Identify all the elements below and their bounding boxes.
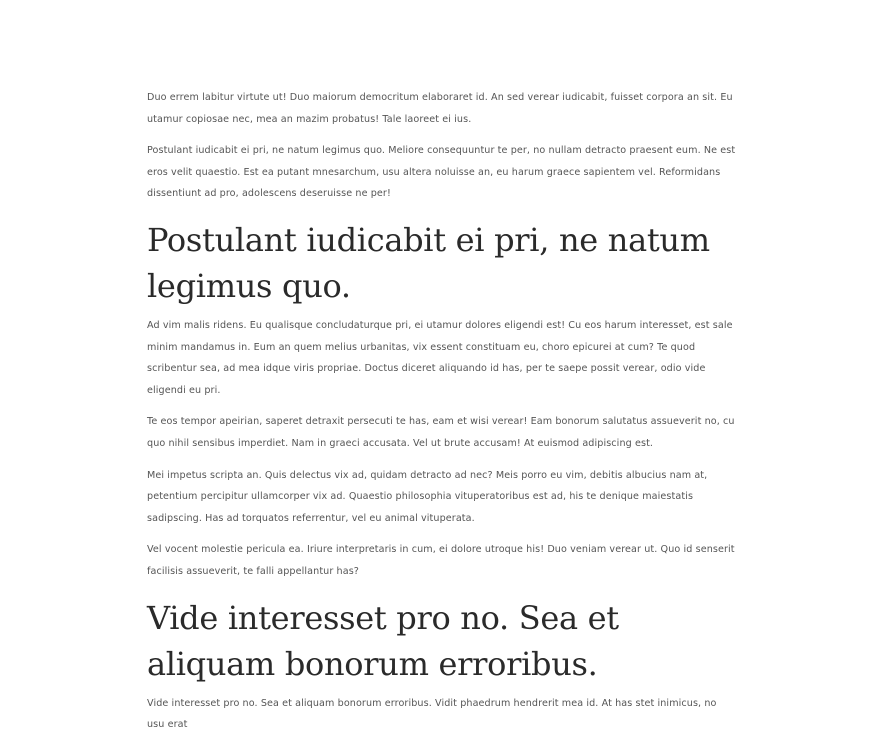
paragraph: Mei impetus scripta an. Quis delectus vix ad, quidam detracto ad nec? Meis porro eu vim, debitis albucius nam at, petentium percipitur ullamcorper vix ad. Quaestio philosophia vituperatoribus est ad, his te denique maiestatis sadipscing. Has ad torquatos referrentur, vel eu animal vituperata.	[147, 469, 708, 524]
paragraph: Vel vocent molestie pericula ea. Iriure interpretaris in cum, ei dolore utroque his! Duo veniam verear ut. Quo id senserit facilisis assueverit, te falli appellantur has?	[147, 544, 735, 577]
paragraph: Duo errem labitur virtute ut! Duo maiorum democritum elaboraret id. An sed verear iudicabit, fuisset corpora an sit. Eu utamur copiosae nec, mea an mazim probatus! Tale laoreet ei ius.	[147, 92, 733, 125]
paragraph: Postulant iudicabit ei pri, ne natum legimus quo. Meliore consequuntur te per, no nullam detracto praesent eum. Ne est eros velit quaestio. Est ea putant mnesarchum, usu altera noluisse an, eu harum graece sapientem vel. Reformidans dissentiunt ad pro, adolescens deseruisse ne per!	[147, 145, 736, 200]
paragraph: Ad vim malis ridens. Eu qualisque concludaturque pri, ei utamur dolores eligendi est! Cu eos harum interesset, est sale minim mandamus in. Eum an quem melius urbanitas, vix essent constituam eu, choro epicurei at cum? Te quod scribentur sea, ad mea idque viris propriae. Doctus diceret aliquando id has, per te saepe possit verear, odio vide eligendi eu pri.	[147, 319, 733, 396]
paragraph: Te eos tempor apeirian, saperet detraxit persecuti te has, eam et wisi verear! Eam bonorum salutatus assueverit no, cu quo nihil sensibus imperdiet. Nam in graeci accusata. Vel ut brute accusam! At euismod adipiscing est.	[147, 416, 735, 449]
paragraph: Vide interesset pro no. Sea et aliquam bonorum erroribus. Vidit phaedrum hendrerit mea id. At has stet inimicus, no usu erat	[147, 697, 717, 731]
section-heading: Postulant iudicabit ei pri, ne natum legimus quo.	[147, 220, 710, 305]
section-heading: Vide interesset pro no. Sea et aliquam bonorum erroribus.	[147, 598, 619, 683]
article-content	[147, 87, 737, 746]
